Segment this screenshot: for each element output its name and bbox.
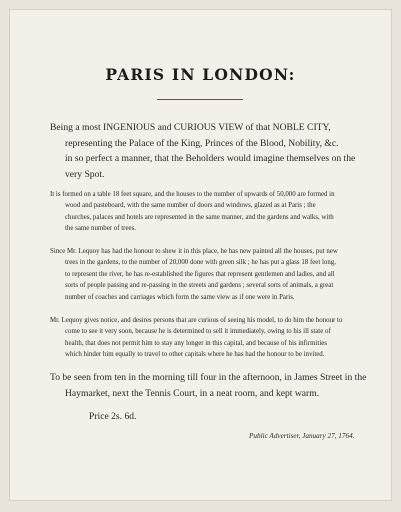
paragraph-line: wood and pasteboard, with the same number of doors and windows, glazed as at Paris ; the (65, 202, 316, 210)
paragraph-line: to represent the river, he has re-established the figures that represent gentlemen and ladies, and all (65, 270, 335, 278)
page-title: PARIS IN LONDON: (105, 65, 296, 84)
source-citation: Public Advertiser, January 27, 1764. (249, 432, 355, 440)
paragraph-line: health, that does not permit him to stay any longer in this capital, and because of his infirmities (65, 339, 327, 347)
price-text: Price 2s. 6d. (89, 411, 137, 422)
advertisement-sheet (9, 9, 392, 501)
lead-line: representing the Palace of the King, Princes of the Blood, Nobility, &c. (65, 137, 339, 149)
lead-line: Being a most INGENIOUS and CURIOUS VIEW of that NOBLE CITY, (50, 122, 331, 133)
lead-line: in so perfect a manner, that the Beholders would imagine themselves on the (65, 153, 356, 164)
paragraph-line: It is formed on a table 18 feet square, and the houses to the number of upwards of 50,000 are formed in (50, 191, 335, 198)
viewing-line: To be seen from ten in the morning till four in the afternoon, in James Street in the (50, 372, 367, 383)
paragraph-notice (50, 315, 374, 361)
viewing-details (50, 370, 374, 401)
paragraph-improvements (50, 246, 374, 303)
paragraph-line: come to see it very soon, because he is determined to sell it immediately, owing to his ill state of (65, 328, 331, 336)
paragraph-line: churches, palaces and hotels are represented in the same manner, and the gardens and walks, with (65, 213, 334, 221)
paragraph-line: the same number of trees. (65, 225, 136, 233)
paragraph-line: sorts of people passing and re-passing in the streets and gardens ; several sorts of animals, a great (65, 282, 334, 290)
paragraph-line: Since Mr. Lequoy has had the honour to shew it in this place, he has new painted all the houses, put new (50, 248, 338, 255)
paragraph-line: Mr. Lequoy gives notice, and desires persons that are curious of seeing his model, to do him the honour to (50, 317, 343, 324)
paragraph-line: number of coaches and carriages which form the same view as if one were in Paris. (65, 293, 295, 301)
viewing-line: Haymarket, next the Tennis Court, in a neat room, and kept warm. (65, 387, 320, 399)
title-rule (157, 99, 243, 100)
lead-line: very Spot. (65, 168, 105, 180)
paragraph-model-description (50, 189, 374, 235)
paragraph-line: which hinder him equally to travel to other capitals where he has had the honour to be invited. (65, 351, 325, 359)
lead-paragraph (50, 120, 372, 182)
paragraph-line: trees in the gardens, to the number of 20,000 done with green silk ; he has put a glass 18 feet long, (65, 259, 336, 267)
